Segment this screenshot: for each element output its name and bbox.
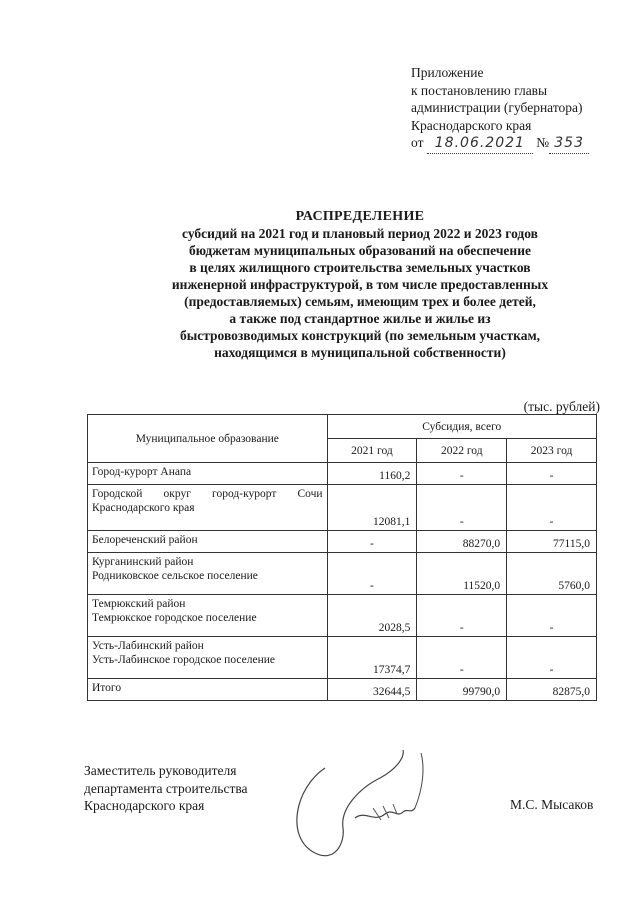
row-name-line2: Краснодарского края [92, 502, 195, 514]
handwritten-signature-icon [285, 748, 445, 868]
row-name: Усть-Лабинский район [92, 640, 204, 652]
cell-2023: 5760,0 [507, 553, 597, 595]
cell-2022: - [417, 463, 507, 485]
header-year: 2022 год [417, 439, 507, 463]
total-row [88, 679, 597, 701]
row-name-line2: Темрюкское городское поселение [92, 612, 257, 624]
total-2022: 99790,0 [417, 679, 507, 701]
appendix-line: к постановлению главы [411, 82, 548, 98]
table-row [88, 637, 597, 679]
position-line: департамента строительства [84, 780, 248, 796]
row-name: Город-курорт Анапа [92, 466, 192, 478]
date-prefix: от [411, 135, 424, 150]
total-2023: 82875,0 [507, 679, 597, 701]
table-row [88, 463, 597, 485]
title-line: находящимся в муниципальной собственности) [214, 345, 506, 360]
title-line: инженерной инфраструктурой, в том числе предоставленных [171, 277, 549, 292]
position-line: Краснодарского края [84, 798, 205, 813]
cell-2023: - [507, 463, 597, 485]
row-name [92, 487, 323, 501]
number-prefix: № [536, 135, 550, 150]
row-name-word: округ [163, 488, 191, 500]
cell-2021: 1160,2 [327, 463, 417, 485]
header-municipality: Муниципальное образование [88, 415, 328, 463]
units-label: (тыс. рублей) [523, 399, 600, 414]
row-name-word: Сочи [297, 488, 323, 500]
table-row [88, 485, 597, 531]
document-date: 18.06.2021 [434, 135, 525, 151]
cell-2021: 17374,7 [327, 637, 417, 679]
position-line: Заместитель руководителя [84, 763, 237, 778]
cell-2021: - [327, 531, 417, 553]
cell-2023: 77115,0 [507, 531, 597, 553]
title-line: (предоставляемых) семьям, имеющим трех и более детей, [184, 294, 536, 309]
row-name-line2: Усть-Лабинское городское поселение [92, 654, 275, 666]
row-name: Белореченский район [92, 534, 198, 546]
table-row [88, 531, 597, 553]
cell-2022: - [417, 637, 507, 679]
header-year: 2023 год [507, 439, 597, 463]
title-line: а также под стандартное жилье и жилье из [229, 311, 491, 326]
signer-name: М.С. Мысаков [510, 797, 594, 812]
appendix-header [411, 64, 589, 154]
appendix-line: Краснодарского края [411, 117, 532, 133]
cell-2023: - [507, 485, 597, 531]
signatory-position [84, 762, 248, 815]
title-line: в целях жилищного строительства земельных участков [189, 260, 531, 275]
row-name-word: город-курорт [212, 488, 277, 500]
total-2021: 32644,5 [327, 679, 417, 701]
document-title [90, 208, 630, 361]
cell-2023: - [507, 637, 597, 679]
appendix-line: Приложение [411, 65, 484, 80]
row-name-line2: Родниковское сельское поселение [92, 570, 258, 582]
appendix-date-line [411, 134, 589, 154]
distribution-table [87, 414, 597, 701]
title-line: бюджетам муниципальных образований на обеспечение [189, 243, 531, 258]
row-name: Курганинский район [92, 556, 194, 568]
table-row [88, 553, 597, 595]
title-line: быстровозводимых конструкций (по земельным участкам, [179, 328, 541, 343]
header-subsidy: Субсидия, всего [327, 415, 596, 439]
cell-2022: 88270,0 [417, 531, 507, 553]
cell-2022: 11520,0 [417, 553, 507, 595]
cell-2021: - [327, 553, 417, 595]
row-name: Темрюкский район [92, 598, 186, 610]
document-number: 353 [554, 135, 584, 151]
row-name-word: Городской [92, 488, 143, 500]
appendix-line: администрации (губернатора) [411, 100, 583, 115]
title-line: субсидий на 2021 год и плановый период 2022 и 2023 годов [182, 226, 538, 241]
cell-2022: - [417, 595, 507, 637]
total-label: Итого [88, 679, 328, 701]
cell-2022: - [417, 485, 507, 531]
header-year: 2021 год [327, 439, 417, 463]
title-heading: РАСПРЕДЕЛЕНИЕ [295, 209, 425, 224]
cell-2021: 2028,5 [327, 595, 417, 637]
table-row [88, 595, 597, 637]
cell-2021: 12081,1 [327, 485, 417, 531]
cell-2023: - [507, 595, 597, 637]
